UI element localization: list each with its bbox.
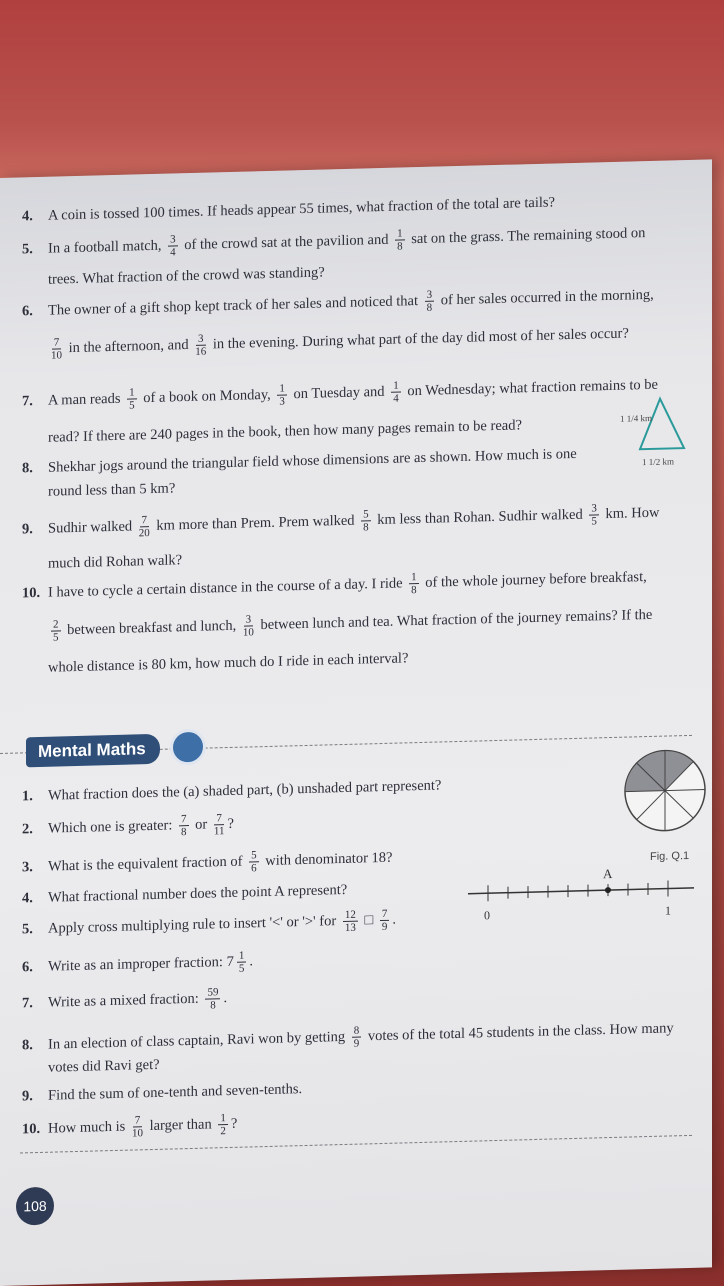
triangle-side-label: 1 1/4 km [620, 412, 653, 424]
exercise-q8-line2: round less than 5 km? [48, 480, 176, 500]
question-number: 6. [22, 959, 33, 976]
question-text: The owner of a gift shop kept track of her sales and noticed that [48, 292, 419, 319]
exercise-q9 [22, 501, 659, 543]
fraction: $\frac{8}{9}$ [353, 1024, 360, 1050]
question-text: of the crowd sat at the pavilion and [184, 231, 389, 254]
fraction: $\frac{1}{3}$ [279, 382, 285, 408]
question-number: 3. [22, 859, 33, 876]
question-number: 8. [22, 1037, 33, 1054]
number-line [468, 860, 698, 926]
question-number: 7. [22, 995, 33, 1012]
question-text: ? [230, 1115, 238, 1132]
question-text: Find the sum of one-tenth and seven-tenths. [48, 1081, 303, 1104]
question-text: ? [227, 815, 234, 832]
zero-label: 0 [484, 908, 490, 923]
fraction: $\frac{1}{8}$ [411, 571, 417, 597]
mental-q9 [22, 1080, 302, 1107]
question-text: larger than [149, 1116, 212, 1135]
mental-q1 [22, 776, 441, 807]
fraction: $\frac{1}{4}$ [393, 379, 399, 405]
number-line-axis [468, 888, 694, 894]
fraction: $\frac{12}{13}$ [344, 908, 356, 935]
question-text: of the whole journey before breakfast, [425, 568, 647, 591]
question-text: What fractional number does the point A represent? [48, 881, 348, 906]
question-text: between breakfast and lunch, [67, 617, 237, 639]
question-number: 5. [22, 241, 33, 258]
question-text: . [249, 953, 253, 970]
question-text: How much is [48, 1118, 126, 1137]
question-text: km less than Rohan. Sudhir walked [377, 506, 583, 529]
point-a-label: A [603, 865, 613, 882]
fraction: $\frac{7}{20}$ [138, 514, 150, 540]
question-number: 1. [22, 788, 33, 805]
mental-q2 [22, 812, 234, 843]
question-number: 7. [22, 393, 33, 410]
fraction: $\frac{2}{5}$ [53, 618, 59, 644]
exercise-q6-line2 [48, 322, 629, 362]
fraction: $\frac{3}{10}$ [242, 613, 254, 639]
question-number: 10. [22, 1120, 41, 1138]
question-text: in the evening. During what part of the day did most of her sales occur? [212, 325, 629, 353]
mental-maths-heading: Mental Maths [26, 734, 160, 768]
question-text: Apply cross multiplying rule to insert '<' or '>' for [48, 913, 337, 937]
fraction: $\frac{1}{8}$ [397, 227, 403, 253]
fraction: $\frac{5}{6}$ [251, 849, 257, 875]
fraction: $\frac{7}{10}$ [131, 1114, 143, 1140]
question-text: Write as a mixed fraction: [48, 990, 199, 1011]
question-number: 9. [22, 521, 33, 538]
question-text: in the afternoon, and [68, 336, 189, 357]
page-number: 108 [16, 1187, 54, 1226]
triangle-side-label: 1 1/2 km [642, 456, 675, 468]
mental-q3 [22, 846, 392, 881]
mental-q8 [22, 1016, 674, 1058]
fraction: $\frac{3}{5}$ [591, 502, 597, 528]
question-text: km. How [605, 504, 660, 523]
question-text: A man reads [48, 390, 121, 409]
question-number: 8. [22, 460, 33, 477]
question-number: 4. [22, 208, 33, 225]
question-number: 5. [22, 921, 33, 938]
question-text: In a football match, [48, 237, 162, 257]
fraction: $\frac{1}{5}$ [129, 386, 135, 412]
question-text: km more than Prem. Prem walked [156, 512, 355, 534]
question-number: 9. [22, 1088, 33, 1105]
exercise-q7 [22, 373, 658, 415]
question-text: of a book on Monday, [143, 386, 271, 407]
fraction: $\frac{7}{11}$ [213, 812, 225, 838]
exercise-q9-line2: much did Rohan walk? [48, 552, 183, 572]
fraction: $\frac{7}{8}$ [181, 813, 187, 839]
mental-q10 [22, 1112, 237, 1143]
fraction: $\frac{3}{8}$ [426, 288, 433, 314]
question-text: Sudhir walked [48, 518, 133, 537]
exercise-q6 [22, 283, 654, 325]
question-text: What is the equivalent fraction of [48, 853, 243, 875]
point-a-marker [605, 887, 611, 893]
question-text: Shekhar jogs around the triangular field whose dimensions are as shown. How much is one [48, 445, 577, 476]
question-text: Which one is greater: [48, 817, 173, 837]
fraction: $\frac{1}{5}$ [238, 949, 245, 975]
question-text: between lunch and tea. What fraction of the journey remains? If the [260, 606, 653, 634]
exercise-q10-line3: whole distance is 80 km, how much do I ride in each interval? [48, 650, 409, 676]
fraction: $\frac{3}{16}$ [195, 332, 207, 358]
question-text: with denominator 18? [265, 849, 393, 869]
question-text: In an election of class captain, Ravi won by getting [48, 1028, 346, 1053]
exercise-q5 [22, 221, 645, 263]
one-label: 1 [665, 903, 671, 918]
fraction: $\frac{7}{10}$ [51, 336, 62, 362]
textbook-page [0, 159, 712, 1286]
fraction: $\frac{3}{4}$ [170, 233, 176, 259]
exercise-q10-line2 [48, 603, 652, 644]
mental-q7 [22, 986, 227, 1017]
question-text: Write as an improper fraction: 7 [48, 953, 234, 975]
fraction: $\frac{7}{9}$ [381, 907, 388, 934]
mental-q8-line2: votes did Ravi get? [48, 1056, 160, 1076]
question-number: 10. [22, 584, 41, 602]
exercise-q5-line2: trees. What fraction of the crowd was standing? [48, 264, 325, 288]
question-text: I have to cycle a certain distance in the course of a day. I ride [48, 575, 403, 601]
fraction: $\frac{59}{8}$ [207, 986, 219, 1012]
question-number: 4. [22, 890, 33, 907]
mental-q6 [22, 949, 253, 980]
fraction: $\frac{1}{2}$ [220, 1112, 226, 1138]
mental-q4 [22, 881, 347, 909]
question-number: 2. [22, 821, 33, 838]
exercise-q4 [22, 193, 555, 227]
gear-icon [170, 729, 206, 766]
question-text: on Tuesday and [293, 383, 385, 403]
mental-q5 [22, 908, 396, 943]
exercise-q8 [22, 445, 577, 479]
question-text: A coin is tossed 100 times. If heads appear 55 times, what fraction of the total are tails? [48, 194, 555, 224]
answer-box: □ [364, 912, 374, 929]
question-number: 6. [22, 303, 33, 320]
question-text: . [223, 989, 228, 1007]
question-text: on Wednesday; what fraction remains to be [407, 376, 658, 400]
question-text: . [392, 911, 396, 928]
shaded-circle-figure [620, 744, 710, 836]
question-text: of her sales occurred in the morning, [440, 286, 654, 309]
fraction: $\frac{5}{8}$ [363, 508, 369, 534]
question-text: sat on the grass. The remaining stood on [411, 225, 646, 248]
question-text: or [195, 816, 208, 833]
question-text: votes of the total 45 students in the class. How many [367, 1020, 674, 1045]
triangle-shape [640, 398, 684, 449]
triangle-field-figure [620, 390, 690, 472]
exercise-q7-line2: read? If there are 240 pages in the book, then how many pages remain to be read? [48, 417, 522, 446]
question-text: What fraction does the (a) shaded part, (b) unshaded part represent? [48, 777, 442, 804]
figure-label: Fig. Q.1 [650, 849, 690, 863]
